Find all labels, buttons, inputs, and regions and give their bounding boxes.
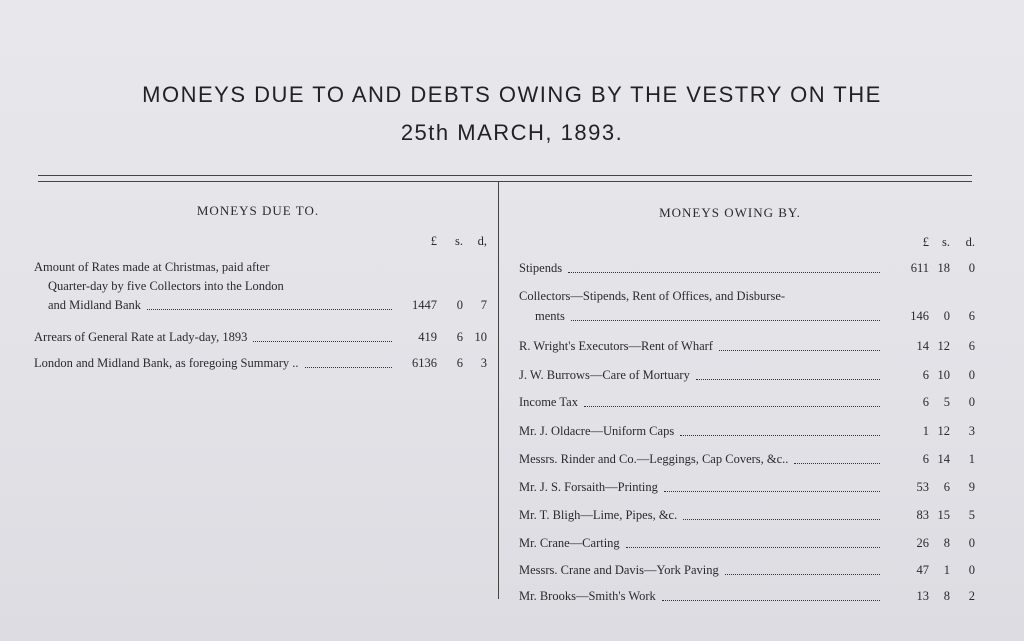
entry-text: Stipends <box>519 261 563 275</box>
dot-leader <box>571 320 880 321</box>
double-rule-bottom <box>38 181 972 182</box>
dot-leader <box>568 272 880 273</box>
amount-shillings: 15 <box>937 508 950 522</box>
page-subtitle-date: 25th MARCH, 1893. <box>400 120 624 145</box>
pence-header: d. <box>965 235 975 249</box>
amount-pounds: 1 <box>922 424 929 438</box>
column-divider <box>498 181 499 599</box>
amount-shillings: 10 <box>937 368 950 382</box>
entry-text: Messrs. Crane and Davis—York Paving <box>519 563 719 577</box>
entry-text: Amount of Rates made at Christmas, paid after <box>34 260 270 274</box>
amount-pence: 0 <box>968 368 975 382</box>
amount-pounds: 53 <box>916 480 929 494</box>
amount-pence: 0 <box>968 563 975 577</box>
pounds-header: £ <box>922 235 929 249</box>
amount-shillings: 5 <box>943 395 950 409</box>
entry-text: Mr. T. Bligh—Lime, Pipes, &c. <box>519 508 678 522</box>
entry-text: J. W. Burrows—Care of Mortuary <box>519 368 690 382</box>
amount-pence: 0 <box>968 395 975 409</box>
amount-shillings: 14 <box>937 452 950 466</box>
amount-shillings: 0 <box>456 298 463 312</box>
double-rule-top <box>38 175 972 176</box>
amount-pounds: 6 <box>922 368 929 382</box>
entry-text: Arrears of General Rate at Lady-day, 1893 <box>34 330 248 344</box>
dot-leader <box>725 574 880 575</box>
dot-leader <box>584 406 880 407</box>
amount-pence: 3 <box>480 356 487 370</box>
amount-pounds: 1447 <box>412 298 437 312</box>
dot-leader <box>719 350 880 351</box>
amount-pence: 0 <box>968 536 975 550</box>
entry-text: ments <box>535 309 565 323</box>
entry-text: Quarter-day by five Collectors into the London <box>48 279 284 293</box>
amount-pounds: 13 <box>916 589 929 603</box>
amount-pence: 10 <box>474 330 487 344</box>
amount-pence: 2 <box>968 589 975 603</box>
amount-pence: 5 <box>968 508 975 522</box>
amount-pounds: 146 <box>910 309 929 323</box>
dot-leader <box>680 435 880 436</box>
dot-leader <box>662 600 880 601</box>
entry-text: Mr. Crane—Carting <box>519 536 620 550</box>
amount-shillings: 12 <box>937 424 950 438</box>
entry-text: Income Tax <box>519 395 578 409</box>
dot-leader <box>696 379 880 380</box>
amount-shillings: 8 <box>943 536 950 550</box>
amount-shillings: 1 <box>943 563 950 577</box>
amount-pence: 7 <box>480 298 487 312</box>
dot-leader <box>253 341 392 342</box>
entry-text: Mr. Brooks—Smith's Work <box>519 589 656 603</box>
shillings-header: s. <box>455 234 463 248</box>
amount-pence: 3 <box>968 424 975 438</box>
entry-text: and Midland Bank <box>48 298 142 312</box>
amount-shillings: 12 <box>937 339 950 353</box>
entry-text: London and Midland Bank, as foregoing Summary .. <box>34 356 299 370</box>
dot-leader <box>626 547 880 548</box>
dot-leader <box>664 491 880 492</box>
amount-pounds: 47 <box>916 563 929 577</box>
moneys-owing-heading: MONEYS OWING BY. <box>659 205 801 220</box>
entry-text: Mr. J. Oldacre—Uniform Caps <box>519 424 675 438</box>
dot-leader <box>794 463 880 464</box>
amount-pounds: 83 <box>916 508 929 522</box>
entry-text: Messrs. Rinder and Co.—Leggings, Cap Covers, &c.. <box>519 452 789 466</box>
page-title: MONEYS DUE TO AND DEBTS OWING BY THE VESTRY ON THE <box>142 82 882 107</box>
amount-shillings: 8 <box>943 589 950 603</box>
dot-leader <box>305 367 392 368</box>
pounds-header: £ <box>430 234 437 248</box>
amount-pounds: 6 <box>922 452 929 466</box>
amount-pence: 0 <box>968 261 975 275</box>
pence-header: d, <box>477 234 487 248</box>
amount-shillings: 18 <box>937 261 950 275</box>
shillings-header: s. <box>942 235 950 249</box>
amount-pounds: 6 <box>922 395 929 409</box>
amount-pounds: 6136 <box>412 356 437 370</box>
dot-leader <box>683 519 880 520</box>
amount-pence: 1 <box>968 452 975 466</box>
amount-shillings: 6 <box>456 330 463 344</box>
entry-text: Mr. J. S. Forsaith—Printing <box>519 480 658 494</box>
amount-shillings: 6 <box>943 480 950 494</box>
amount-pounds: 611 <box>910 261 929 275</box>
moneys-due-heading: MONEYS DUE TO. <box>196 203 320 218</box>
amount-pence: 6 <box>968 339 975 353</box>
entry-text: R. Wright's Executors—Rent of Wharf <box>519 339 713 353</box>
amount-shillings: 0 <box>943 309 950 323</box>
amount-pounds: 26 <box>916 536 929 550</box>
entry-text: Collectors—Stipends, Rent of Offices, and Disburse- <box>519 289 786 303</box>
amount-shillings: 6 <box>456 356 463 370</box>
amount-pounds: 419 <box>418 330 437 344</box>
amount-pence: 9 <box>968 480 975 494</box>
amount-pounds: 14 <box>916 339 929 353</box>
amount-pence: 6 <box>968 309 975 323</box>
dot-leader <box>147 309 392 310</box>
